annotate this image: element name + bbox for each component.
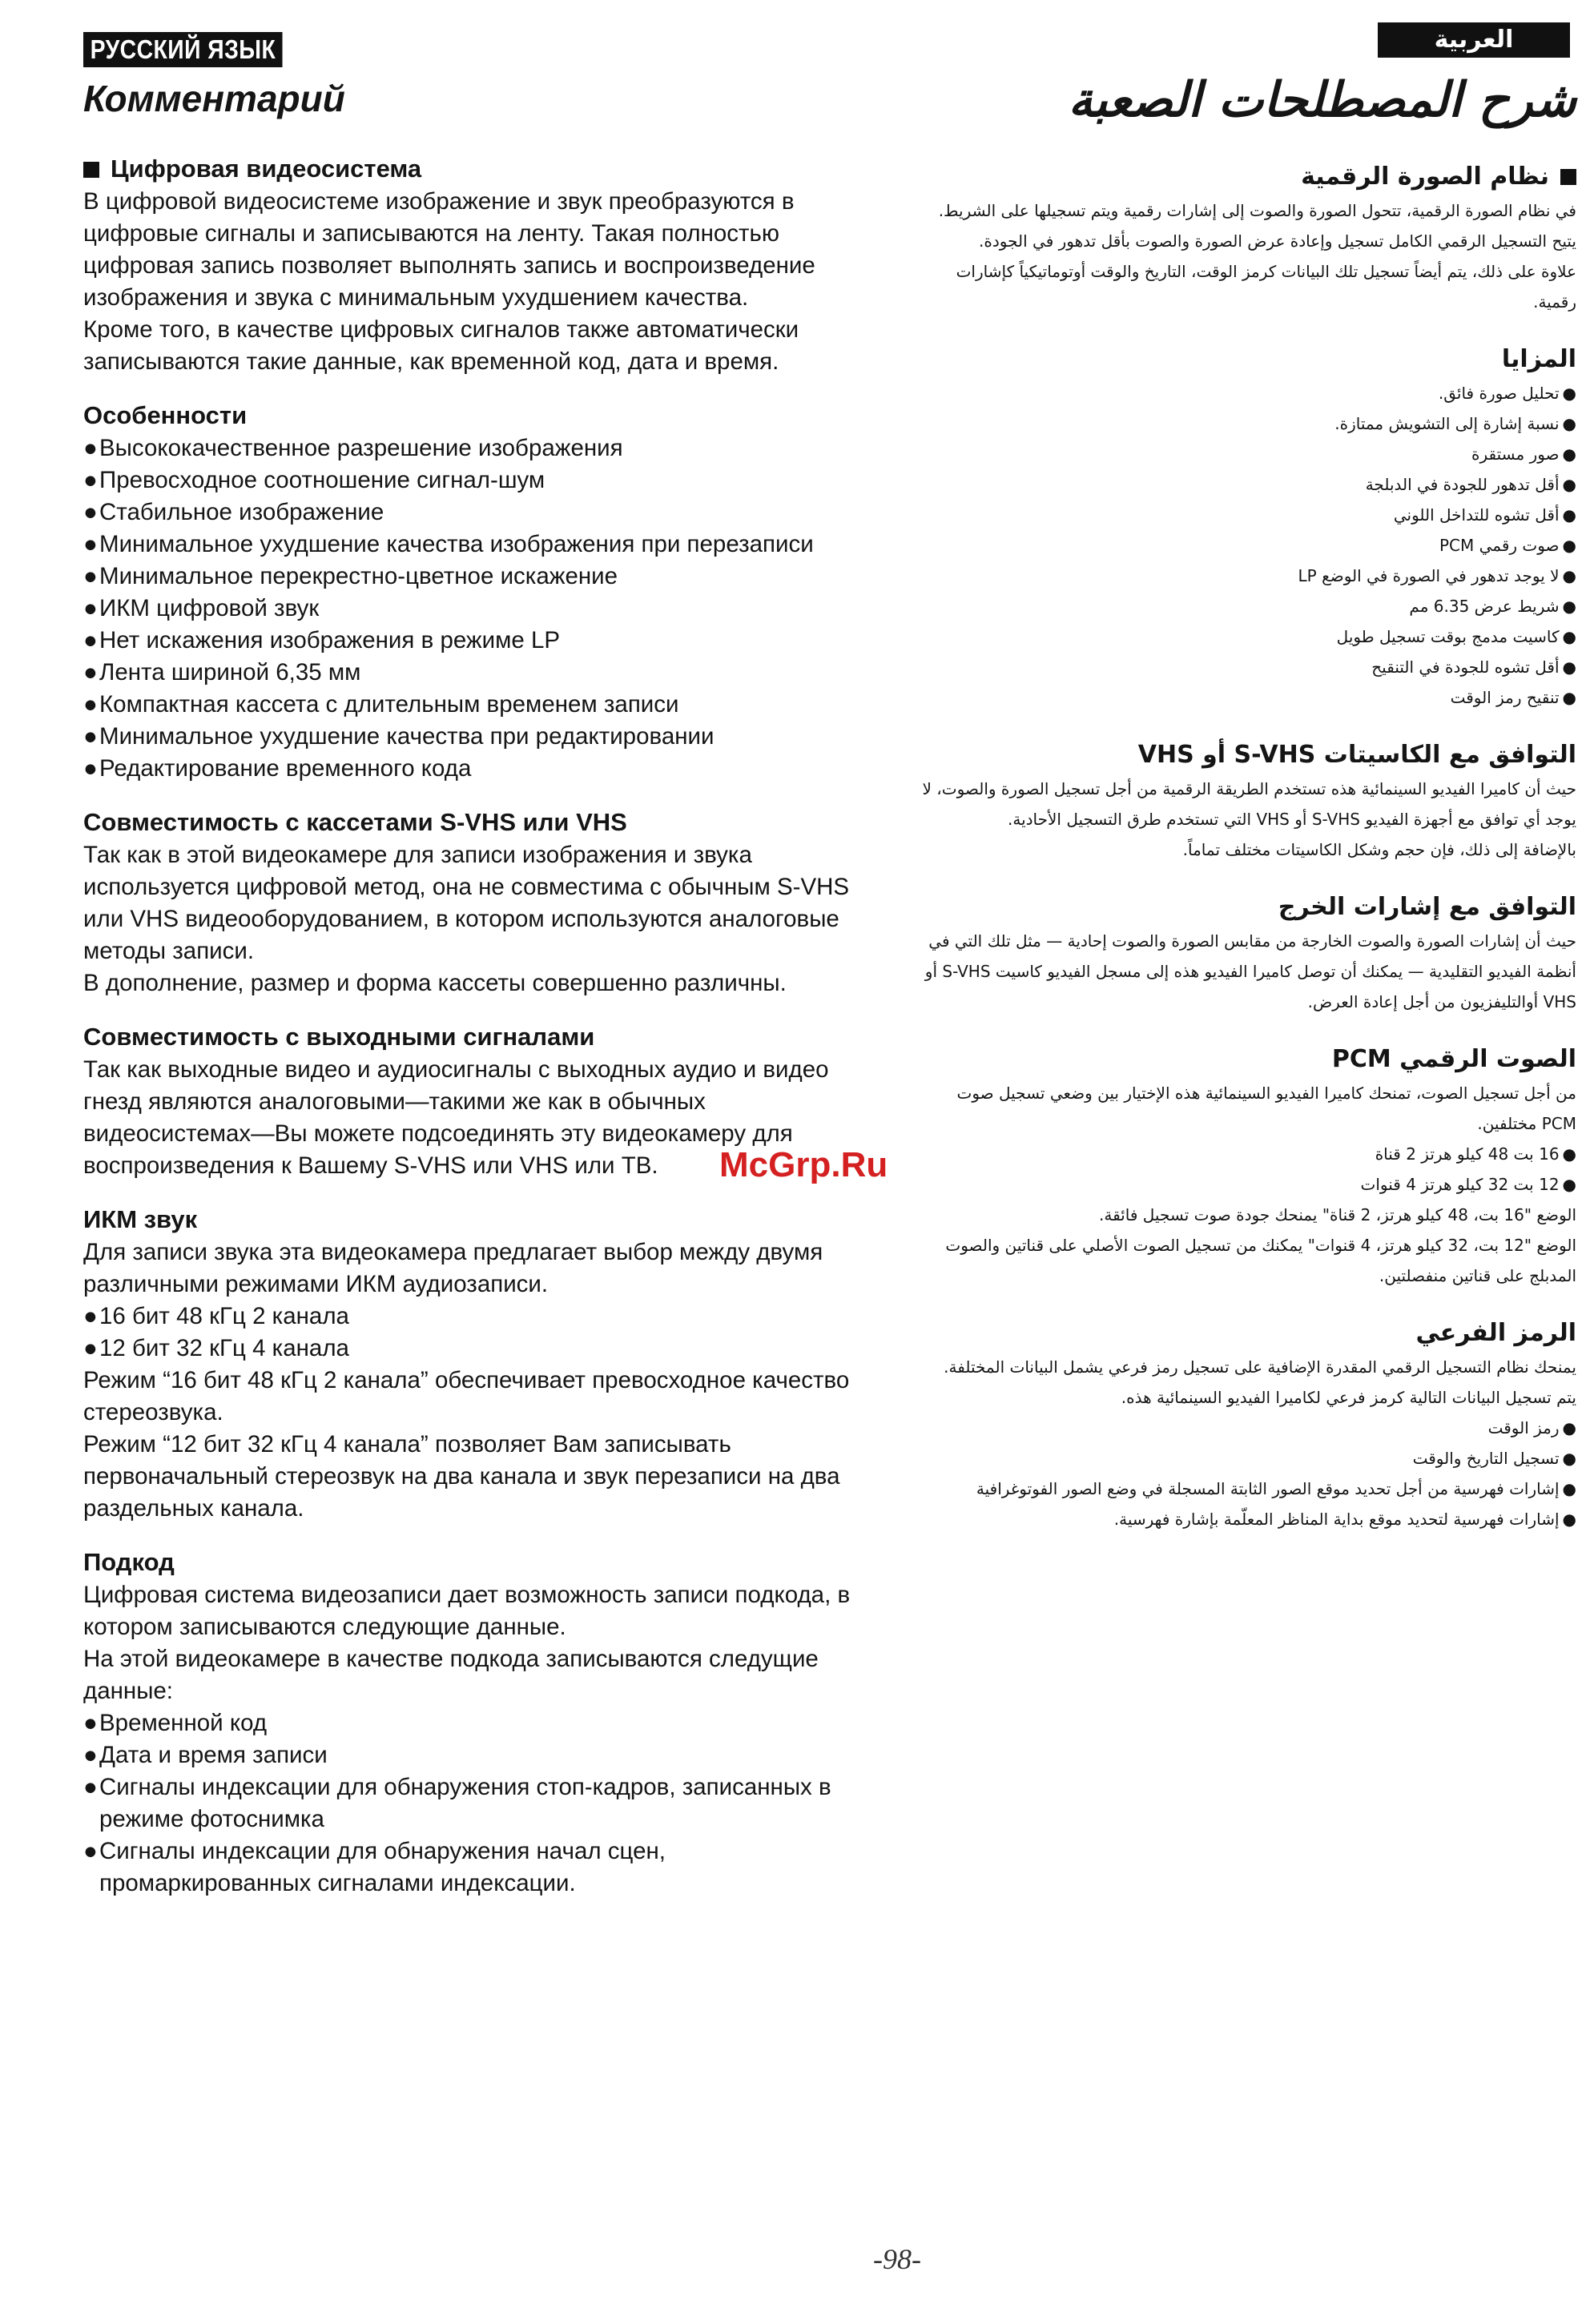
- bullet-icon: ●: [1562, 566, 1576, 585]
- paragraph: Цифровая система видеозаписи дает возможность записи подкода, в котором записываются следующие данные.: [83, 1582, 851, 1640]
- bullet-icon: ●: [1562, 1175, 1576, 1194]
- bullet-icon: ●: [1562, 1479, 1576, 1498]
- list-item: ● ИКМ цифровой звук: [83, 593, 868, 625]
- paragraph: Так как в этой видеокамере для записи изображения и звука используется цифровой метод, она не совместима с обычным S-VHS или VHS видеооборудованием, в котором используются аналоговые методы записи.: [83, 842, 850, 964]
- section-subcode: [83, 1546, 868, 1900]
- list-item: ● Временной код: [83, 1707, 868, 1739]
- paragraph: حيث أن كاميرا الفيديو السينمائية هذه تستخدم الطريقة الرقمية من أجل تسجيل الصورة والصوت، لا يوجد أي توافق مع أجهزة الفيديو S-VHS أو VHS التي تستخدم طرق التسجيل الأحادية.: [922, 779, 1576, 829]
- bullet-icon: ●: [83, 1742, 98, 1768]
- list-item: ● Минимальное перекрестно-цветное искажение: [83, 561, 868, 593]
- bullet-icon: ●: [83, 499, 98, 525]
- language-badge-arabic: العربية: [1378, 22, 1570, 58]
- paragraph: На этой видеокамере в качестве подкода записываются следущие данные:: [83, 1646, 819, 1704]
- list-item: ●صور مستقرة: [921, 439, 1576, 469]
- list-item: ● Редактирование временного кода: [83, 753, 868, 785]
- section-digital-image-system: [921, 159, 1576, 317]
- section-heading: التوافق مع الكاسيتات S-VHS أو VHS: [1137, 741, 1576, 769]
- paragraph: في نظام الصورة الرقمية، تتحول الصورة والصوت إلى إشارات رقمية ويتم تسجيلها على الشريط. يتيح التسجيل الرقمي الكامل تسجيل وإعادة عرض الصورة والصوت بأقل تدهور في الجودة.: [938, 201, 1576, 251]
- square-bullet-icon: [1560, 169, 1576, 185]
- paragraph: Кроме того, в качестве цифровых сигналов также автоматически записываются такие данные, как временной код, дата и время.: [83, 316, 799, 375]
- section-svhs-vhs-compatibility: [83, 806, 868, 999]
- list-item: ●أقل تدهور للجودة في الدبلجة: [921, 469, 1576, 500]
- paragraph: Так как выходные видео и аудиосигналы с выходных аудио и видео гнезд являются аналоговыми—такими же как в обычных видеосистемах—Вы можете подсоединять эту видеокамеру для воспроизведения к Вашему S-VHS или VHS или ТВ.: [83, 1056, 829, 1179]
- section-heading: التوافق مع إشارات الخرج: [1278, 893, 1576, 921]
- section-heading: الصوت الرقمي PCM: [1331, 1045, 1576, 1073]
- bullet-icon: ●: [83, 691, 98, 718]
- list-item: ●صوت رقمي PCM: [921, 530, 1576, 561]
- paragraph: В дополнение, размер и форма кассеты совершенно различны.: [83, 970, 787, 996]
- list-item: ● Дата и время записи: [83, 1739, 868, 1771]
- paragraph: الوضع "12 بت، 32 كيلو هرتز، 4 قنوات" يمكنك من تسجيل الصوت الأصلي على قناتين والصوت المدبلج على قناتين منفصلتين.: [945, 1236, 1576, 1285]
- bullet-icon: ●: [1562, 1449, 1576, 1468]
- list-item: ● Компактная кассета с длительным временем записи: [83, 689, 868, 721]
- paragraph: من أجل تسجيل الصوت، تمنحك كاميرا الفيديو السينمائية هذه الإختيار بين وضعي تسجيل صوت PCM مختلفين.: [956, 1084, 1576, 1133]
- list-item: ●تنقيح رمز الوقت: [921, 682, 1576, 713]
- list-item: ● 12 бит 32 кГц 4 канала: [83, 1333, 868, 1365]
- section-heading: Совместимость с кассетами S-VHS или VHS: [83, 808, 627, 836]
- list-item: ●أقل تشوه للتداخل اللوني: [921, 500, 1576, 530]
- bullet-icon: ●: [83, 659, 98, 686]
- section-heading: ИКМ звук: [83, 1205, 198, 1233]
- list-item: ● Высококачественное разрешение изображения: [83, 432, 868, 464]
- section-heading: الرمز الفرعي: [1415, 1319, 1576, 1347]
- paragraph: В цифровой видеосистеме изображение и звук преобразуются в цифровые сигналы и записываются на ленту. Такая полностью цифровая запись позволяет выполнять запись и воспроизведение изображения и звука с минимальным ухудшением качества.: [83, 188, 815, 311]
- section-heading: نظام الصورة الرقمية: [921, 159, 1576, 195]
- list-item: ●كاسيت مدمج بوقت تسجيل طويل: [921, 621, 1576, 652]
- list-item: ●رمز الوقت: [921, 1413, 1576, 1443]
- bullet-icon: ●: [1562, 1510, 1576, 1529]
- list-item: ● Сигналы индексации для обнаружения стоп-кадров, записанных в режиме фотоснимка: [83, 1771, 868, 1835]
- bullet-icon: ●: [83, 627, 98, 653]
- paragraph: علاوة على ذلك، يتم أيضاً تسجيل تلك البيانات كرمز الوقت، التاريخ والوقت أوتوماتيكياً كإشارات رقمية.: [956, 262, 1576, 312]
- paragraph: حيث أن إشارات الصورة والصوت الخارجة من مقابس الصورة والصوت إحادية — مثل تلك التي في أنظمة الفيديو التقليدية — يمكنك أن توصل كاميرا الفيديو هذه إلى مسجل الفيديو كاسيت S-VHS أو VHS أوالتليفزيون من أجل إعادة العرض.: [924, 931, 1576, 1011]
- bullet-icon: ●: [1562, 444, 1576, 464]
- section-features-ar: [921, 341, 1576, 713]
- bullet-icon: ●: [83, 1774, 98, 1800]
- bullet-icon: ●: [83, 467, 98, 493]
- section-heading: Цифровая видеосистема: [83, 152, 868, 186]
- bullet-icon: ●: [1562, 688, 1576, 707]
- paragraph: يتم تسجيل البيانات التالية كرمز فرعي لكاميرا الفيديو السينمائية هذه.: [1121, 1388, 1576, 1407]
- list-item: ●لا يوجد تدهور في الصورة في الوضع LP: [921, 561, 1576, 591]
- bullet-icon: ●: [83, 531, 98, 557]
- list-item: ●إشارات فهرسية من أجل تحديد موقع الصور الثابتة المسجلة في وضع الصور الفوتوغرافية: [921, 1474, 1576, 1504]
- bullet-icon: ●: [83, 723, 98, 750]
- list-item: ● Лента шириной 6,35 мм: [83, 657, 868, 689]
- paragraph: Режим “16 бит 48 кГц 2 канала” обеспечивает превосходное качество стереозвука.: [83, 1367, 850, 1425]
- section-digital-video-system: [83, 152, 868, 378]
- section-subcode-ar: [921, 1315, 1576, 1534]
- bullet-icon: ●: [83, 1335, 98, 1361]
- watermark: McGrp.Ru: [719, 1145, 888, 1184]
- bullet-icon: ●: [1562, 597, 1576, 616]
- list-item: ● Превосходное соотношение сигнал-шум: [83, 464, 868, 497]
- bullet-icon: ●: [83, 1838, 98, 1864]
- page-title-arabic: شرح المصطلحات الصعبة: [1068, 72, 1576, 128]
- bullet-icon: ●: [1562, 657, 1576, 677]
- russian-column: [83, 152, 868, 1900]
- list-item: ●نسبة إشارة إلى التشويش ممتازة.: [921, 408, 1576, 439]
- page-number: -98-: [873, 2243, 921, 2275]
- page-title-russian: Комментарий: [83, 78, 345, 119]
- list-item: ●تحليل صورة فائق.: [921, 378, 1576, 408]
- bullet-icon: ●: [83, 595, 98, 621]
- section-pcm-sound: [83, 1203, 868, 1525]
- arabic-column: [921, 159, 1576, 1534]
- list-item: ●16 بت 48 كيلو هرتز 2 قناة: [921, 1139, 1576, 1169]
- bullet-icon: ●: [83, 755, 98, 782]
- list-item: ●تسجيل التاريخ والوقت: [921, 1443, 1576, 1474]
- bullet-icon: ●: [1562, 1418, 1576, 1437]
- bullet-icon: ●: [1562, 475, 1576, 494]
- list-item: ● Нет искажения изображения в режиме LP: [83, 625, 868, 657]
- section-heading: Особенности: [83, 401, 248, 429]
- list-item: ●12 بت 32 كيلو هرتز 4 قنوات: [921, 1169, 1576, 1200]
- paragraph: Для записи звука эта видеокамера предлагает выбор между двумя различными режимами ИКМ аудиозаписи.: [83, 1239, 823, 1297]
- list-item: ●شريط عرض 6.35 مم: [921, 591, 1576, 621]
- language-badge-russian: РУССКИЙ ЯЗЫК: [83, 32, 283, 67]
- list-item: ● Стабильное изображение: [83, 497, 868, 529]
- bullet-icon: ●: [83, 1710, 98, 1736]
- list-item: ●أقل تشوه للجودة في التنقيح: [921, 652, 1576, 682]
- list-item: ● Минимальное ухудшение качества изображения при перезаписи: [83, 529, 868, 561]
- list-item: ● 16 бит 48 кГц 2 канала: [83, 1301, 868, 1333]
- section-heading: المزايا: [1501, 345, 1576, 373]
- paragraph: الوضع "16 بت، 48 كيلو هرتز، 2 قناة" يمنحك جودة صوت تسجيل فائقة.: [1098, 1205, 1576, 1224]
- list-item: ● Минимальное ухудшение качества при редактировании: [83, 721, 868, 753]
- bullet-icon: ●: [1562, 414, 1576, 433]
- section-features: [83, 399, 868, 785]
- section-output-signal-compatibility-ar: [921, 889, 1576, 1017]
- square-bullet-icon: [83, 162, 99, 178]
- bullet-icon: ●: [1562, 536, 1576, 555]
- bullet-icon: ●: [83, 563, 98, 589]
- bullet-icon: ●: [83, 435, 98, 461]
- paragraph: بالإضافة إلى ذلك، فإن حجم وشكل الكاسيتات مختلف تماماً.: [1182, 840, 1576, 859]
- section-heading: Подкод: [83, 1548, 175, 1576]
- paragraph: Режим “12 бит 32 кГц 4 канала” позволяет Вам записывать первоначальный стереозвук на два канала и звук перезаписи на два раздельных канала.: [83, 1431, 840, 1522]
- bullet-icon: ●: [1562, 505, 1576, 525]
- list-item: ● Сигналы индексации для обнаружения начал сцен, промаркированных сигналами индексации.: [83, 1835, 868, 1900]
- list-item: ●إشارات فهرسية لتحديد موقع بداية المناظر المعلّمة بإشارة فهرسية.: [921, 1504, 1576, 1534]
- section-pcm-sound-ar: [921, 1041, 1576, 1291]
- section-heading: Совместимость с выходными сигналами: [83, 1023, 595, 1051]
- section-svhs-vhs-compatibility-ar: [921, 737, 1576, 865]
- bullet-icon: ●: [1562, 627, 1576, 646]
- bullet-icon: ●: [1562, 1144, 1576, 1164]
- paragraph: يمنحك نظام التسجيل الرقمي المقدرة الإضافية على تسجيل رمز فرعي يشمل البيانات المختلفة.: [944, 1357, 1576, 1377]
- bullet-icon: ●: [83, 1303, 98, 1329]
- bullet-icon: ●: [1562, 384, 1576, 403]
